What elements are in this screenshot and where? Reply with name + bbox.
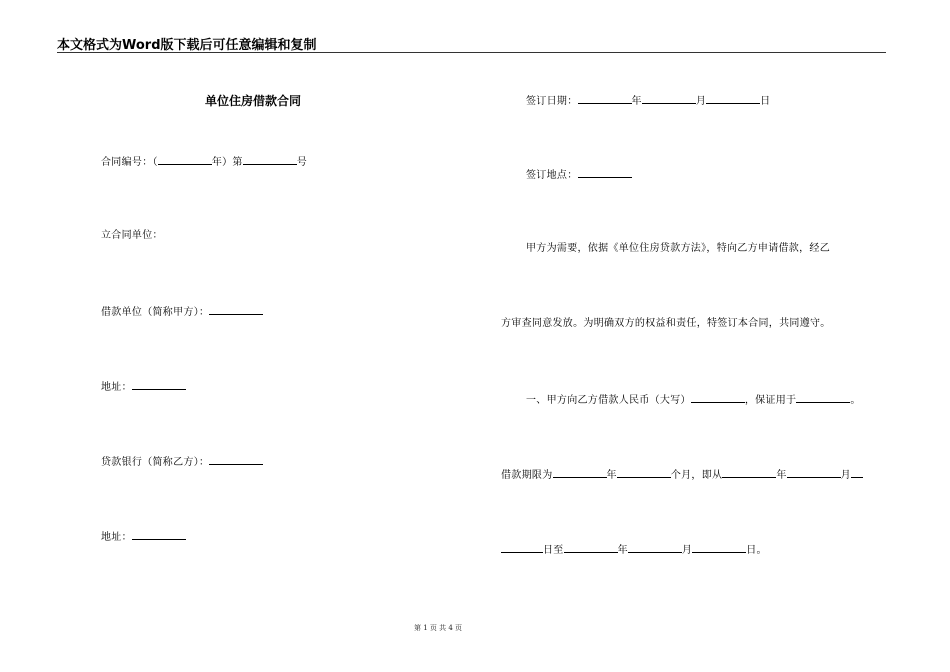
sign-place-line	[526, 168, 632, 182]
lender-label: 贷款银行（简称乙方）：	[101, 457, 210, 468]
contract-number-label: 合同编号：（	[101, 157, 158, 168]
parties-label: 立合同单位：	[101, 230, 163, 241]
start-year-blank	[722, 468, 776, 478]
loan-purpose-blank	[796, 393, 850, 403]
sign-day-label: 日	[760, 96, 771, 107]
borrower-address-label: 地址：	[101, 382, 132, 393]
borrower-line	[101, 305, 263, 319]
sign-date-label: 签订日期：	[526, 96, 578, 107]
end-year-label: 年	[617, 545, 628, 556]
lender-blank	[209, 455, 263, 465]
term-years-blank	[553, 468, 607, 478]
contract-number-suffix: 号	[296, 157, 308, 168]
clause-1-middle: ，保证用于	[744, 395, 797, 406]
borrower-blank	[209, 305, 263, 315]
borrower-label: 借款单位（简称甲方）：	[101, 307, 210, 318]
lender-address-blank	[132, 530, 186, 540]
sign-place-blank	[578, 168, 632, 178]
loan-period-line	[501, 543, 767, 557]
clause-1-prefix: 一、甲方向乙方借款人民币（大写）	[526, 395, 691, 406]
loan-term-line	[501, 468, 863, 482]
sign-place-label: 签订地点：	[526, 170, 578, 181]
page-number: 第 1 页 共 4 页	[414, 624, 463, 632]
borrower-address-blank	[132, 380, 186, 390]
sign-month-blank	[642, 94, 696, 104]
borrower-address-line	[101, 380, 186, 394]
preamble-line-2: 方审查同意发放。为明确双方的权益和责任，特签订本合同，共同遵守。	[501, 318, 831, 329]
term-year-label: 年	[606, 470, 617, 481]
term-months-label: 个月，即从	[670, 470, 723, 481]
sign-month-label: 月	[695, 96, 707, 107]
period-mark: 。	[756, 545, 767, 556]
contract-serial-blank	[243, 155, 297, 165]
header-banner: 本文格式为Word版下载后可任意编辑和复制	[57, 38, 317, 53]
contract-year-blank	[158, 155, 212, 165]
sign-day-blank	[706, 94, 760, 104]
contract-year-label: 年）第	[211, 157, 243, 168]
start-day-blank-part	[851, 468, 863, 478]
contract-number-line	[101, 155, 307, 169]
start-day-blank	[501, 543, 543, 553]
lender-line	[101, 455, 263, 469]
term-to-label: 日至	[543, 545, 564, 556]
sign-year-label: 年	[631, 96, 642, 107]
loan-amount-blank	[691, 393, 745, 403]
start-month-blank	[787, 468, 841, 478]
start-year-label: 年	[776, 470, 787, 481]
end-day-label: 日	[746, 545, 757, 556]
end-month-blank	[628, 543, 682, 553]
loan-term-label: 借款期限为	[501, 470, 553, 481]
end-month-label: 月	[681, 545, 693, 556]
end-year-blank	[564, 543, 618, 553]
clause-1-end: 。	[850, 395, 861, 406]
clause-1-line	[526, 393, 861, 407]
lender-address-label: 地址：	[101, 532, 132, 543]
term-months-blank	[617, 468, 671, 478]
start-month-label: 月	[840, 470, 851, 481]
end-day-blank	[692, 543, 746, 553]
sign-year-blank	[578, 94, 632, 104]
preamble-line-1: 甲方为需要，依据《单位住房贷款方法》，特向乙方申请借款，经乙	[526, 243, 830, 254]
header-divider	[57, 52, 886, 53]
document-title: 单位住房借款合同	[205, 94, 302, 108]
sign-date-line	[526, 94, 770, 108]
lender-address-line	[101, 530, 186, 544]
